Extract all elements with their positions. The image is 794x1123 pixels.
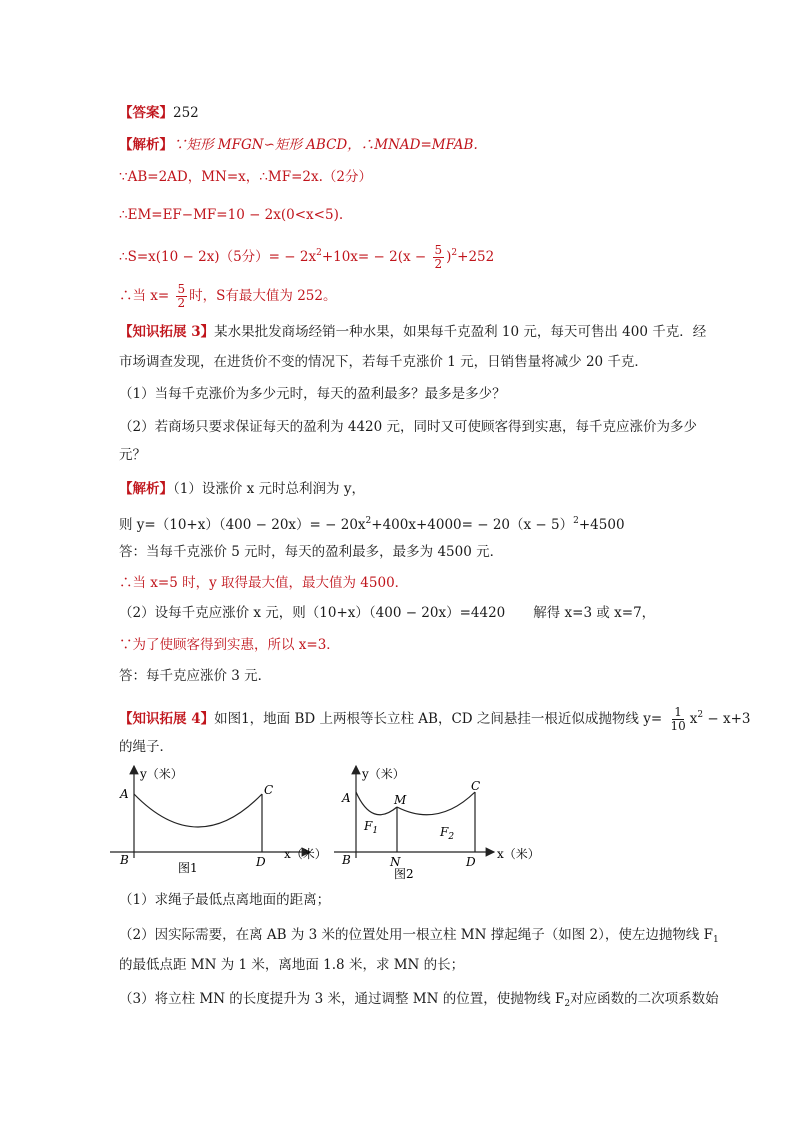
ext4-tag: 【知识拓展 4】 — [119, 711, 215, 727]
ext4-l1b: x — [689, 711, 698, 727]
fig2-f1-letter: F — [364, 819, 373, 833]
analysis1-tag: 【解析】 — [119, 137, 173, 153]
fig2-rope-f1 — [356, 792, 397, 815]
fig2-label-c: C — [471, 779, 481, 793]
analysis2-line7: 答：每千克应涨价 3 元． — [119, 668, 272, 684]
ext3-q2b: 元？ — [119, 447, 146, 463]
fig2-caption: 图2 — [394, 867, 414, 881]
analysis1-l5a: ∴当 x= — [119, 288, 170, 304]
fig2-label-d: D — [466, 855, 476, 869]
fig2-label-f1 — [363, 819, 378, 836]
analysis2-l2c: +4500 — [578, 517, 625, 533]
ext4-q2a — [119, 926, 719, 949]
ext3-q2a: （2）若商场只要求保证每天的盈利为 4420 元，同时又可使顾客得到实惠，每千克应涨价为多少 — [119, 419, 698, 435]
analysis2-line6: ∵为了使顾客得到实惠，所以 x=3． — [119, 637, 340, 653]
fig2-f2-sub: 2 — [448, 832, 455, 842]
analysis2-tag: 【解析】 — [119, 481, 173, 497]
analysis1-line5 — [119, 283, 336, 310]
fig2-f1-sub: 1 — [372, 826, 379, 836]
analysis2-line5 — [119, 604, 655, 622]
analysis1-l4-sup2: 2 — [451, 248, 458, 258]
analysis2-line3: 答：当每千克涨价 5 元时，每天的盈利最多，最多为 4500 元． — [119, 544, 504, 560]
ext3-line1 — [119, 323, 706, 341]
analysis1-line1 — [119, 136, 478, 154]
fig1-x-label: x（米） — [284, 847, 327, 861]
analysis1-l4a: ∴S=x(10 − 2x)（5分）= − 2x — [119, 249, 317, 265]
analysis1-text1: ∵矩形 MFGN∽矩形 ABCD，∴MNAD=MFAB. — [173, 137, 478, 153]
fig2-label-f2 — [439, 825, 454, 842]
ext4-q2a-sub: 1 — [713, 935, 719, 945]
analysis2-l5a: （2）设每千克应涨价 x 元，则（10+x）（400 − 20x）=4420 — [119, 605, 506, 621]
ext3-line2: 市场调查发现，在进货价不变的情况下，若每千克涨价 1 元，日销售量将减少 20 千克． — [119, 354, 648, 370]
fig2-y-label: y（米） — [362, 767, 405, 781]
analysis1-line3: ∴EM=EF−MF=10 − 2x(0<x<5). — [119, 207, 344, 223]
analysis2-line2 — [119, 512, 625, 534]
analysis2-text1: （1）设涨价 x 元时总利润为 y， — [173, 481, 365, 497]
figure1 — [110, 766, 327, 875]
ext4-l1c: − x+3 — [703, 711, 751, 727]
analysis1-fraction2 — [176, 283, 188, 310]
fig2-rope-f2 — [397, 792, 475, 815]
ext3-tag: 【知识拓展 3】 — [119, 324, 215, 340]
analysis2-l5b: 解得 x=3 或 x=7， — [533, 605, 656, 621]
analysis1-l4c: ) — [446, 249, 452, 265]
analysis1-line2: ∵AB=2AD，MN=x，∴MF=2x.（2分） — [119, 169, 372, 185]
ext4-line2: 的绳子． — [119, 739, 173, 755]
ext4-fraction — [668, 706, 687, 733]
figures — [110, 762, 550, 890]
analysis1-fraction — [433, 244, 445, 271]
ext4-q3 — [119, 990, 719, 1013]
ext4-l1a: 如图1，地面 BD 上两根等长立柱 AB，CD 之间悬挂一根近似成抛物线 y= — [214, 711, 663, 727]
analysis2-l2a: 则 y=（10+x）（400 − 20x）= − 20x — [119, 517, 366, 533]
fig2-x-label: x（米） — [497, 847, 540, 861]
ext4-q2b: 的最低点距 MN 为 1 米，离地面 1.8 米，求 MN 的长； — [119, 957, 465, 973]
fig1-rope-curve — [134, 794, 262, 827]
frac-numerator: 5 — [434, 243, 443, 257]
analysis2-sup2: 2 — [573, 516, 579, 526]
frac2-numerator: 5 — [177, 282, 186, 296]
ext4-q3b-text: 对应函数的二次项系数始 — [570, 991, 719, 1007]
fig2-f2-letter: F — [440, 825, 449, 839]
ext4-q3-text: （3）将立柱 MN 的长度提升为 3 米，通过调整 MN 的位置，使抛物线 F — [119, 991, 565, 1007]
fig2-label-b: B — [342, 853, 351, 867]
analysis1-l5b: 时，S有最大值为 252。 — [189, 288, 337, 304]
ext4-q3-sub: 2 — [564, 999, 571, 1009]
ext4-q1: （1）求绳子最低点离地面的距离； — [119, 892, 331, 908]
ext3-text1: 某水果批发商场经销一种水果，如果每千克盈利 10 元，每天可售出 400 千克．经 — [214, 324, 707, 340]
fig2-label-n: N — [390, 855, 401, 869]
fig1-label-a: A — [120, 787, 129, 801]
frac-denominator: 2 — [434, 257, 443, 271]
analysis2-line4: ∴当 x=5 时，y 取得最大值，最大值为 4500． — [119, 575, 409, 591]
answer-line — [119, 104, 199, 122]
fig1-label-d: D — [256, 855, 266, 869]
fig1-label-b: B — [120, 853, 129, 867]
ext4-line1 — [119, 702, 751, 733]
fig1-label-c: C — [264, 783, 274, 797]
answer-value: 252 — [173, 105, 199, 121]
analysis2-l2b: +400x+4000= − 20（x − 5） — [371, 517, 574, 533]
ext4-frac-den: 10 — [670, 719, 686, 733]
fig2-label-m: M — [394, 793, 407, 807]
fig1-y-label: y（米） — [140, 767, 183, 781]
analysis1-l4-sup1: 2 — [316, 248, 322, 258]
ext4-frac-num: 1 — [674, 705, 682, 719]
ext3-q1: （1）当每千克涨价为多少元时，每天的盈利最多？最多是多少？ — [119, 386, 506, 402]
answer-tag: 【答案】 — [119, 105, 173, 121]
analysis1-l4d: +252 — [457, 249, 495, 265]
ext4-q2a-text: （2）因实际需要，在离 AB 为 3 米的位置处用一根立柱 MN 撑起绳子（如图 2），使左边抛物线 F — [119, 927, 714, 943]
fig2-label-a: A — [342, 791, 351, 805]
fig1-caption: 图1 — [178, 861, 198, 875]
analysis1-l4b: +10x= − 2(x − — [321, 249, 427, 265]
figure2 — [334, 766, 540, 881]
analysis1-line4 — [119, 240, 494, 271]
frac2-denominator: 2 — [177, 296, 186, 310]
analysis2-sup1: 2 — [365, 516, 372, 526]
analysis2-line1 — [119, 480, 365, 498]
ext4-sup: 2 — [697, 710, 704, 720]
